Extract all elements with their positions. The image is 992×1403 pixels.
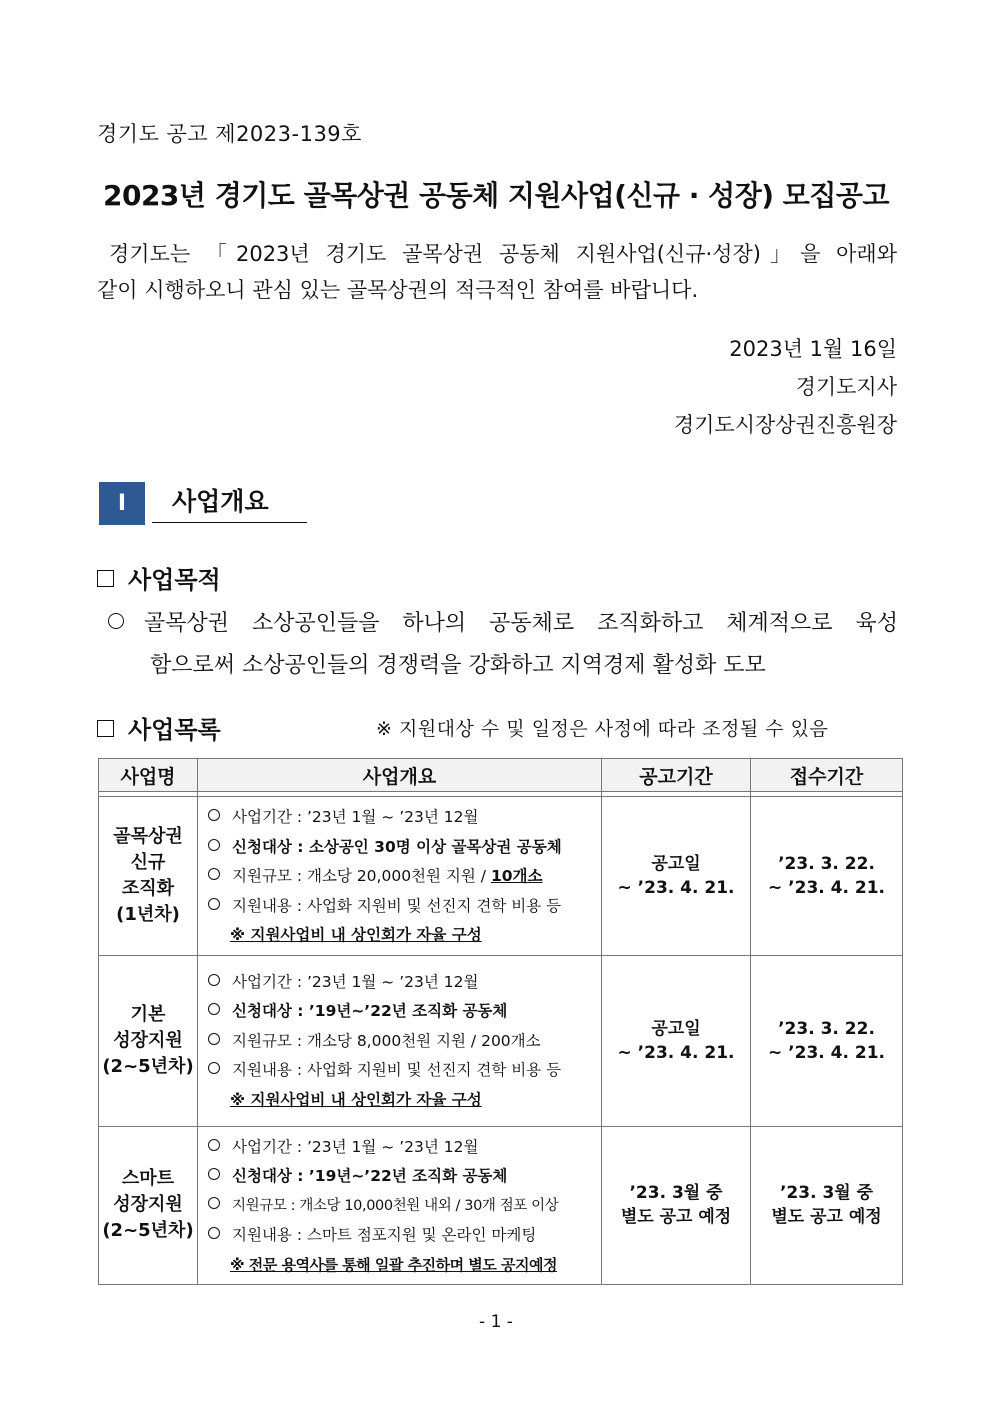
receipt-period-line: 별도 공고 예정 [771,1207,882,1228]
program-overview [198,1126,602,1285]
table-row [99,797,903,956]
overview-period-text: 사업기간 : ’23년 1월 ~ ’23년 12월 [232,972,479,991]
overview-scale-text: 지원규모 : 개소당 8,000천원 지원 / 200개소 [232,1031,541,1050]
notice-period-line: 공고일 [651,1018,701,1039]
intro-paragraph [97,236,897,308]
overview-content [208,892,597,922]
receipt-period [751,955,903,1126]
circle-bullet-icon [208,809,220,821]
list-heading [97,710,221,745]
square-bullet-icon [97,720,114,737]
col-header-notice-period: 공고기간 [602,759,751,792]
overview-target [208,997,597,1027]
list-heading-text: 사업목록 [128,716,221,744]
program-table [98,758,903,1285]
overview-target-label: 신청대상 : [232,1167,309,1185]
purpose-heading [97,560,221,595]
purpose-line-1-text: 골목상권 소상공인들을 하나의 공동체로 조직화하고 체계적으로 육성 [144,611,898,636]
program-name-line: 골목상권 [113,825,183,847]
circle-bullet-icon [208,1197,220,1209]
overview-target-text: ’19년~’22년 조직화 공동체 [308,1167,508,1185]
circle-bullet-icon [208,1003,220,1015]
program-name-line: 기본 [130,1003,166,1025]
schedule-note: ※ 지원대상 수 및 일정은 사정에 따라 조정될 수 있음 [376,718,829,740]
overview-scale-count: 10개소 [490,867,543,885]
circle-bullet-icon [208,839,220,851]
program-name-line: (1년차) [116,903,180,925]
signer-agency: 경기도시장상권진흥원장 [673,413,897,437]
notice-period [602,1126,751,1285]
purpose-heading-text: 사업목적 [128,566,221,594]
circle-bullet-icon [208,974,220,986]
notice-period-line: 공고일 [651,853,701,874]
square-bullet-icon [97,570,114,587]
program-name-line: 성장지원 [113,1029,183,1051]
col-header-name: 사업명 [99,759,198,792]
overview-target-label: 신청대상 : [232,1002,309,1021]
overview-target [208,1162,597,1192]
circle-bullet-icon [208,1168,220,1180]
program-name-line: (2~5년차) [102,1055,194,1077]
program-overview [198,797,602,956]
receipt-period-line: ’23. 3. 22. [778,853,875,874]
overview-scale-text: 지원규모 : 개소당 10,000천원 내외 / 30개 점포 이상 [232,1197,559,1214]
page-number: - 1 - [479,1312,513,1332]
overview-period [208,1133,597,1163]
overview-scale-text: 지원규모 : 개소당 20,000천원 지원 / [232,867,491,885]
notice-number: 경기도 공고 제2023-139호 [97,122,362,146]
program-name-line: 조직화 [121,877,175,899]
overview-period-text: 사업기간 : ’23년 1월 ~ ’23년 12월 [232,808,479,826]
table-row [99,1126,903,1285]
circle-bullet-icon [208,898,220,910]
program-name [99,1126,198,1285]
program-name-line: 성장지원 [113,1194,183,1216]
overview-scale [208,1027,597,1057]
overview-content [208,1056,597,1086]
overview-scale [208,1192,597,1222]
intro-line-1: 경기도는 「2023년 경기도 골목상권 공동체 지원사업(신규·성장)」을 아래와 [109,242,897,266]
overview-content [208,1221,597,1251]
program-name-line: 신규 [130,851,166,873]
col-header-receipt-period: 접수기간 [751,759,903,792]
notice-period-line: ’23. 3월 중 [629,1183,723,1204]
overview-content-text: 지원내용 : 사업화 지원비 및 선진지 견학 비용 등 [232,896,562,915]
purpose-line-2: 함으로써 소상공인들의 경쟁력을 강화하고 지역경제 활성화 도모 [150,653,766,678]
overview-target-label: 신청대상 : [232,837,309,856]
circle-bullet-icon [208,868,220,880]
notice-period-line: ~ ’23. 4. 21. [617,877,735,898]
overview-note: ※ 지원사업비 내 상인회가 자율 구성 [230,926,482,944]
program-name [99,955,198,1126]
table-header-row [99,759,903,792]
receipt-period-line: ’23. 3월 중 [779,1183,874,1204]
circle-bullet-icon [208,1227,220,1239]
notice-period [602,955,751,1126]
notice-period-line: 별도 공고 예정 [620,1207,732,1228]
program-name-line: (2~5년차) [102,1220,194,1242]
receipt-period-line: ~ ’23. 4. 21. [768,1042,885,1063]
overview-target [208,833,597,863]
intro-line-2: 같이 시행하오니 관심 있는 골목상권의 적극적인 참여를 바랍니다. [97,278,699,302]
overview-scale [208,862,597,892]
program-name [99,797,198,956]
table-row [99,955,903,1126]
circle-bullet-icon [108,613,124,629]
program-name-line: 스마트 [121,1168,175,1190]
col-header-overview: 사업개요 [198,759,602,792]
circle-bullet-icon [208,1033,220,1045]
circle-bullet-icon [208,1139,220,1151]
circle-bullet-icon [208,1062,220,1074]
overview-content-text: 지원내용 : 스마트 점포지원 및 온라인 마케팅 [232,1226,537,1244]
notice-period [602,797,751,956]
signer-governor: 경기도지사 [795,375,897,399]
overview-period [208,803,597,833]
signature-block [674,330,897,444]
purpose-text [108,603,898,687]
document-title: 2023년 경기도 골목상권 공동체 지원사업(신규 · 성장) 모집공고 [102,179,889,212]
purpose-line-1 [108,603,898,645]
section-title: 사업개요 [152,480,307,523]
section-number-badge: Ⅰ [99,482,145,525]
overview-target-text: 소상공인 30명 이상 골목상권 공동체 [308,837,562,856]
overview-note: ※ 전문 용역사를 통해 일괄 추진하며 별도 공지예정 [230,1255,557,1274]
overview-target-text: ’19년~’22년 조직화 공동체 [308,1002,508,1021]
notice-date: 2023년 1월 16일 [729,337,897,361]
overview-note: ※ 지원사업비 내 상인회가 자율 구성 [230,1090,482,1109]
overview-content-text: 지원내용 : 사업화 지원비 및 선진지 견학 비용 등 [232,1061,562,1080]
receipt-period-line: ’23. 3. 22. [778,1018,875,1039]
overview-period [208,968,597,998]
overview-period-text: 사업기간 : ’23년 1월 ~ ’23년 12월 [232,1137,479,1156]
notice-period-line: ~ ’23. 4. 21. [617,1042,735,1063]
receipt-period [751,1126,903,1285]
receipt-period-line: ~ ’23. 4. 21. [768,877,885,898]
program-overview [198,955,602,1126]
receipt-period [751,797,903,956]
